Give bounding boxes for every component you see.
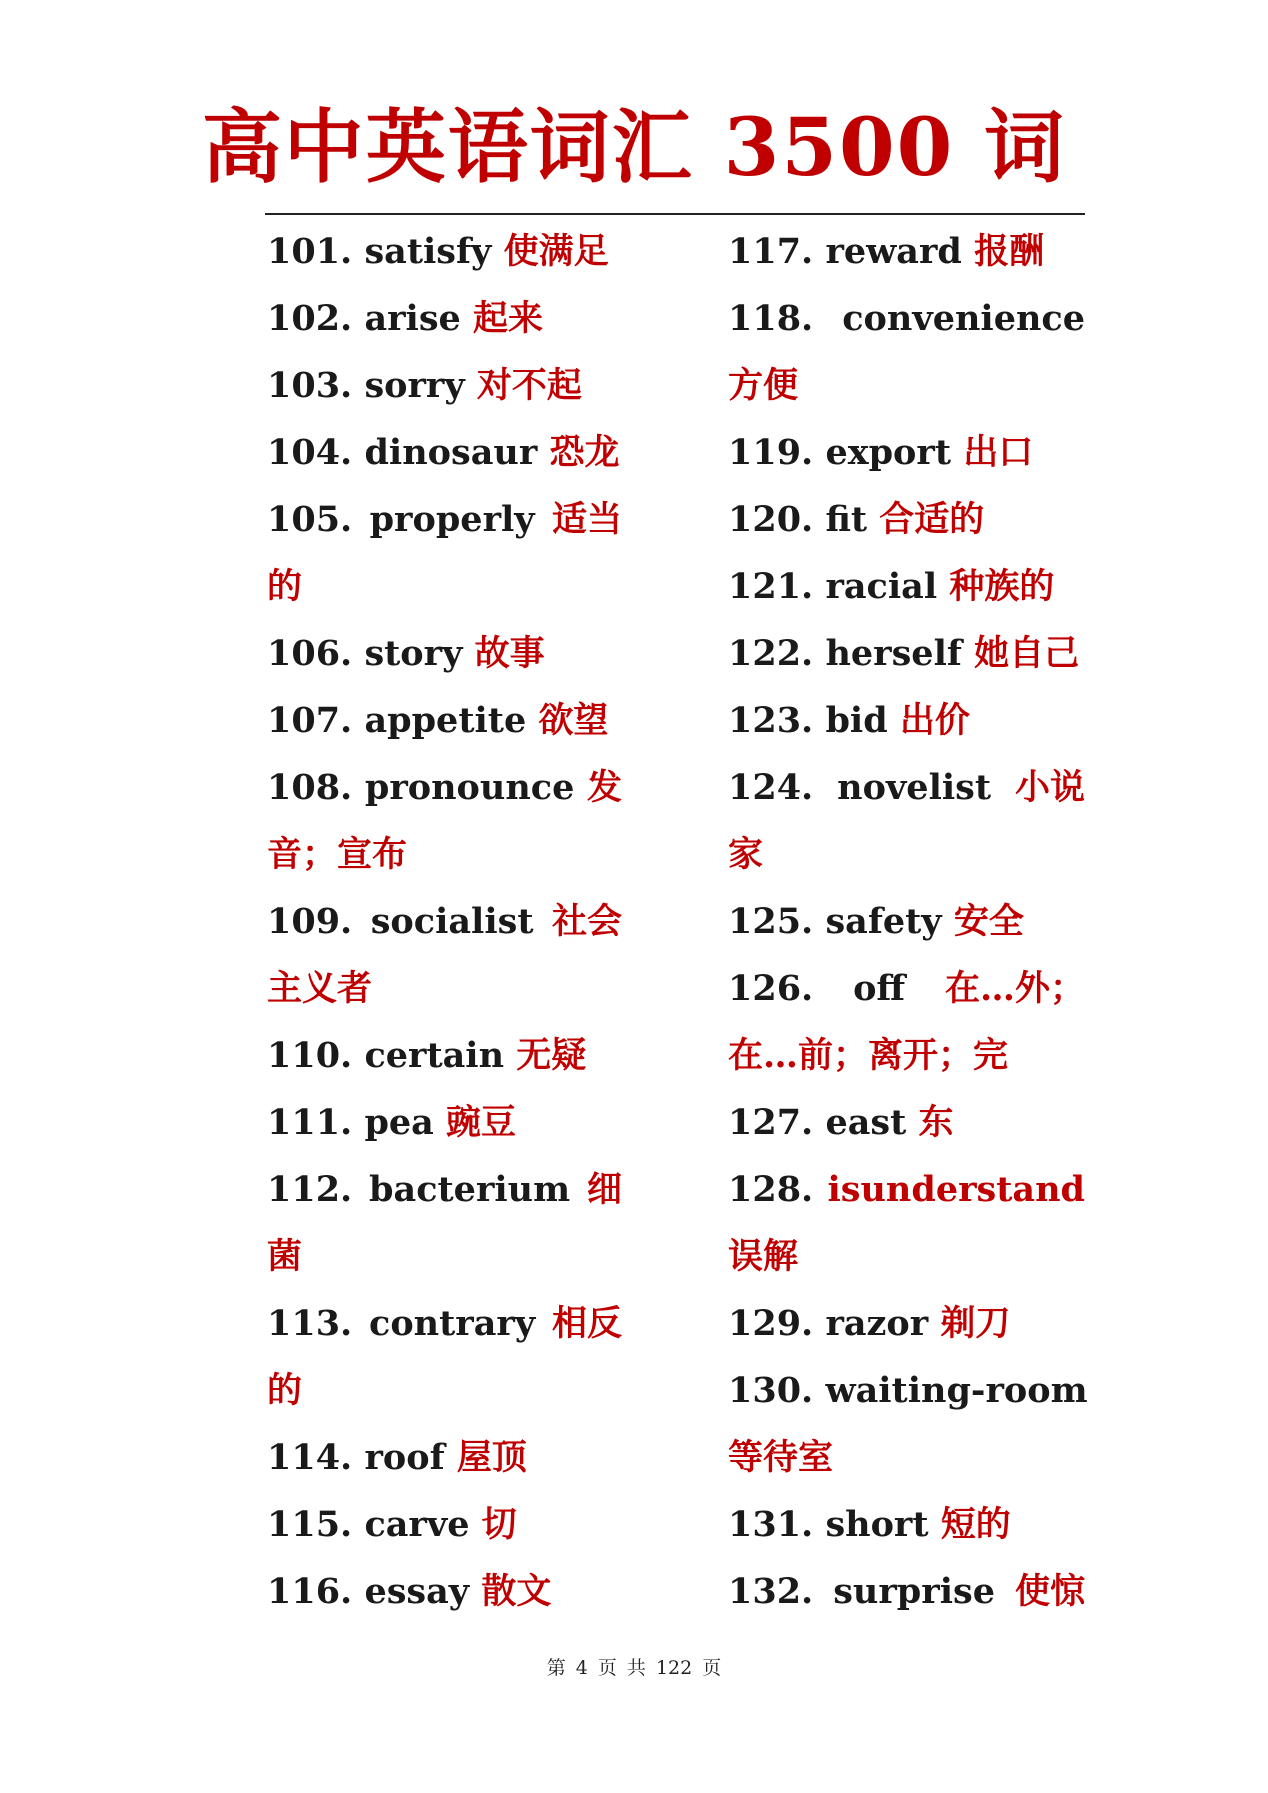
entry-number: 123. <box>728 700 814 741</box>
entry-number: 115. <box>267 1504 353 1545</box>
entry-number: 110. <box>267 1035 353 1076</box>
vocab-line-continuation <box>267 1223 622 1290</box>
chinese-meaning: 散文 <box>481 1571 552 1612</box>
english-word: contrary <box>369 1303 536 1344</box>
english-word: essay <box>364 1571 470 1612</box>
chinese-meaning: 出价 <box>899 700 970 741</box>
vocab-line <box>728 1357 1088 1424</box>
entry-number: 112. <box>267 1169 353 1210</box>
entry-number: 106. <box>267 633 353 674</box>
entry-number: 108. <box>267 767 353 808</box>
vocab-line <box>267 352 622 419</box>
vocab-column-left <box>267 218 622 1625</box>
english-word: arise <box>364 298 461 339</box>
english-word: racial <box>825 566 938 607</box>
vocab-line <box>728 419 1085 486</box>
entry-number: 128. <box>728 1169 814 1210</box>
vocab-line-continuation <box>267 821 622 888</box>
vocab-line <box>267 1491 622 1558</box>
english-word: east <box>825 1102 907 1143</box>
vocab-line <box>267 1089 622 1156</box>
english-word: short <box>825 1504 929 1545</box>
chinese-meaning: 短的 <box>940 1504 1011 1545</box>
entry-number: 105. <box>267 499 353 540</box>
english-word: socialist <box>370 901 534 942</box>
entry-number: 131. <box>728 1504 814 1545</box>
vocab-line <box>267 620 622 687</box>
vocab-line <box>267 1156 622 1223</box>
english-word: certain <box>364 1035 505 1076</box>
chinese-meaning: 误解 <box>728 1236 799 1277</box>
chinese-meaning: 社会 <box>551 901 622 942</box>
entry-number: 113. <box>267 1303 353 1344</box>
vocab-line <box>267 486 622 553</box>
english-word: dinosaur <box>364 432 538 473</box>
vocab-line <box>267 1022 622 1089</box>
vocab-line <box>728 687 1085 754</box>
vocab-line <box>267 888 622 955</box>
chinese-meaning: 使满足 <box>503 231 609 272</box>
entry-number: 124. <box>728 767 814 808</box>
vocab-line <box>728 955 1085 1022</box>
chinese-meaning: 合适的 <box>879 499 985 540</box>
chinese-meaning: 主义者 <box>267 968 373 1009</box>
english-word: pea <box>364 1102 434 1143</box>
english-word: satisfy <box>364 231 492 272</box>
entry-number: 103. <box>267 365 353 406</box>
vocab-line-continuation <box>728 1223 1085 1290</box>
vocab-line <box>267 285 622 352</box>
chinese-meaning: 相反 <box>551 1303 622 1344</box>
entry-number: 130. <box>728 1370 814 1411</box>
entry-number: 127. <box>728 1102 814 1143</box>
english-word: appetite <box>364 700 527 741</box>
english-word: surprise <box>833 1571 995 1612</box>
chinese-meaning: 种族的 <box>949 566 1055 607</box>
chinese-meaning: 使惊 <box>1014 1571 1085 1612</box>
chinese-meaning: 故事 <box>474 633 545 674</box>
chinese-meaning: 东 <box>918 1102 954 1143</box>
entry-number: 122. <box>728 633 814 674</box>
title-divider <box>265 213 1085 215</box>
chinese-meaning: 起来 <box>473 298 544 339</box>
vocab-line <box>267 419 622 486</box>
entry-number: 111. <box>267 1102 353 1143</box>
vocab-line-continuation <box>267 553 622 620</box>
english-word: fit <box>825 499 868 540</box>
english-word: roof <box>364 1437 445 1478</box>
chinese-meaning: 报酬 <box>974 231 1045 272</box>
vocab-line <box>728 285 1085 352</box>
english-word: export <box>825 432 951 473</box>
entry-number: 126. <box>728 968 814 1009</box>
vocab-line <box>728 754 1085 821</box>
entry-number: 116. <box>267 1571 353 1612</box>
entry-number: 119. <box>728 432 814 473</box>
english-word: razor <box>825 1303 929 1344</box>
english-word: reward <box>825 231 962 272</box>
vocab-line <box>267 1558 622 1625</box>
entry-number: 129. <box>728 1303 814 1344</box>
chinese-meaning: 欲望 <box>538 700 609 741</box>
vocab-line-continuation <box>728 821 1085 888</box>
vocab-line <box>728 218 1085 285</box>
entry-number: 104. <box>267 432 353 473</box>
entry-number: 132. <box>728 1571 814 1612</box>
vocab-line-continuation <box>267 1357 622 1424</box>
english-word: convenience <box>842 298 1085 339</box>
vocab-line <box>728 1089 1085 1156</box>
english-word: sorry <box>364 365 465 406</box>
english-word: safety <box>825 901 942 942</box>
chinese-meaning: 剃刀 <box>940 1303 1011 1344</box>
chinese-meaning: 无疑 <box>516 1035 587 1076</box>
entry-number: 120. <box>728 499 814 540</box>
chinese-meaning: 出口 <box>963 432 1034 473</box>
entry-number: 109. <box>267 901 353 942</box>
vocab-line <box>728 620 1085 687</box>
page-title: 高中英语词汇 3500 词 <box>201 100 1067 194</box>
english-word: novelist <box>837 767 992 808</box>
chinese-meaning: 恐龙 <box>549 432 620 473</box>
entry-number: 107. <box>267 700 353 741</box>
english-word: properly <box>369 499 535 540</box>
vocab-line-continuation <box>728 1022 1085 1089</box>
chinese-meaning: 切 <box>481 1504 517 1545</box>
entry-number: 102. <box>267 298 353 339</box>
vocab-line <box>267 687 622 754</box>
vocab-line <box>728 888 1085 955</box>
vocab-line <box>267 218 622 285</box>
chinese-meaning: 的 <box>267 1370 303 1411</box>
chinese-meaning: 屋顶 <box>456 1437 527 1478</box>
english-word: herself <box>825 633 962 674</box>
vocab-line <box>728 1491 1085 1558</box>
chinese-meaning: 在…外； <box>944 968 1085 1009</box>
english-word: off <box>853 968 906 1009</box>
vocab-line-continuation <box>728 1424 1085 1491</box>
vocab-line <box>728 1156 1085 1223</box>
english-word: waiting-room <box>825 1370 1088 1411</box>
vocab-line <box>267 1424 622 1491</box>
vocab-line-continuation <box>267 955 622 1022</box>
english-word: story <box>364 633 463 674</box>
entry-number: 117. <box>728 231 814 272</box>
chinese-meaning: 安全 <box>953 901 1024 942</box>
chinese-meaning: 家 <box>728 834 764 875</box>
chinese-meaning: 等待室 <box>728 1437 834 1478</box>
vocab-line <box>267 1290 622 1357</box>
chinese-meaning: 小说 <box>1014 767 1085 808</box>
vocab-line-continuation <box>728 352 1085 419</box>
chinese-meaning: 菌 <box>267 1236 303 1277</box>
chinese-meaning: 的 <box>267 566 303 607</box>
page-footer: 第 4 页 共 122 页 <box>546 1657 722 1679</box>
chinese-meaning: 她自己 <box>974 633 1080 674</box>
entry-number: 121. <box>728 566 814 607</box>
chinese-meaning: 发 <box>586 767 622 808</box>
english-word: pronounce <box>364 767 575 808</box>
chinese-meaning: 细 <box>586 1169 622 1210</box>
entry-number: 114. <box>267 1437 353 1478</box>
vocab-line <box>728 1558 1085 1625</box>
entry-number: 125. <box>728 901 814 942</box>
english-word: carve <box>364 1504 470 1545</box>
vocab-line <box>728 553 1085 620</box>
chinese-meaning: 方便 <box>728 365 799 406</box>
chinese-meaning: 适当 <box>551 499 622 540</box>
vocab-column-right <box>728 218 1088 1625</box>
vocab-line <box>267 754 622 821</box>
chinese-meaning: 豌豆 <box>446 1102 517 1143</box>
chinese-meaning: 对不起 <box>476 365 582 406</box>
entry-number: 118. <box>728 298 814 339</box>
chinese-meaning: 在…前；离开；完 <box>728 1035 1009 1076</box>
entry-number: 101. <box>267 231 353 272</box>
vocab-line <box>728 486 1085 553</box>
english-word: isunderstand <box>827 1169 1085 1210</box>
english-word: bacterium <box>369 1169 571 1210</box>
vocab-line <box>728 1290 1085 1357</box>
english-word: bid <box>825 700 888 741</box>
chinese-meaning: 音；宣布 <box>267 834 408 875</box>
